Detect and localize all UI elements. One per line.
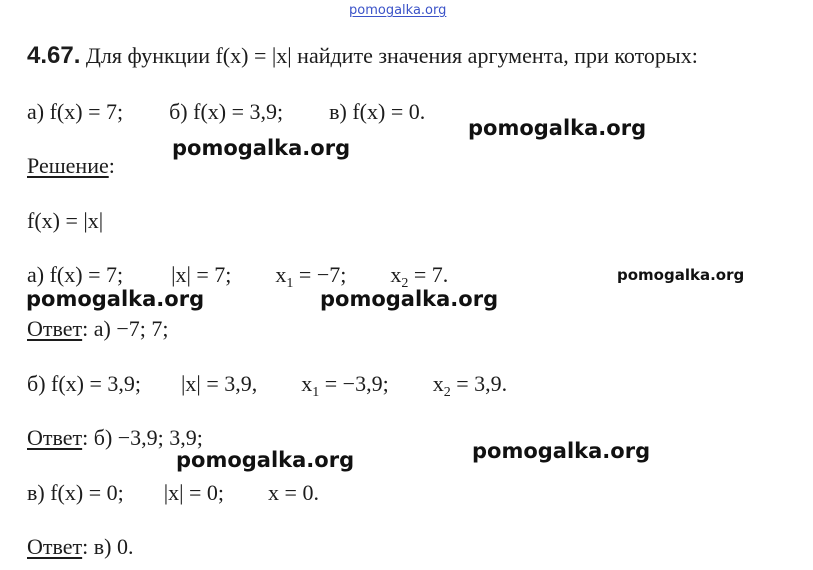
solution-heading-label: Решение bbox=[27, 153, 109, 178]
watermark: pomogalka.org bbox=[468, 116, 647, 140]
part-a-equation: а) f(x) = 7; bbox=[27, 262, 124, 287]
answer-a-text: : а) −7; 7; bbox=[82, 316, 169, 341]
watermark: pomogalka.org bbox=[176, 448, 355, 472]
answer-c-text: : в) 0. bbox=[82, 534, 134, 559]
function-definition: f(x) = |x| bbox=[27, 208, 104, 233]
answer-b-text: : б) −3,9; 3,9; bbox=[82, 425, 203, 450]
part-a-x1: $x_1 = -7$; bbox=[275, 262, 347, 291]
watermark: pomogalka.org bbox=[617, 266, 745, 284]
condition-a: а) f(x) = 7; bbox=[27, 99, 124, 124]
problem-text: Для функции f(x) = |x| найдите значения аргумента, при которых: bbox=[85, 43, 698, 68]
part-c-abs: |x| = 0; bbox=[163, 480, 225, 505]
solution-part-a bbox=[27, 262, 449, 291]
solution-part-b bbox=[27, 371, 508, 400]
answer-a bbox=[27, 318, 168, 340]
answer-b-label: Ответ bbox=[27, 425, 83, 450]
answer-a-label: Ответ bbox=[27, 316, 83, 341]
problem-conditions bbox=[27, 101, 425, 123]
part-a-abs: |x| = 7; bbox=[171, 262, 232, 287]
answer-c bbox=[27, 536, 133, 558]
part-b-abs: |x| = 3,9, bbox=[181, 371, 258, 396]
solution-part-c bbox=[27, 482, 319, 504]
condition-c: в) f(x) = 0. bbox=[329, 99, 426, 124]
part-c-x: x = 0. bbox=[268, 480, 319, 505]
solution-heading bbox=[27, 155, 115, 177]
problem-statement bbox=[27, 44, 698, 68]
part-b-x1: $x_1 = -3,9$; bbox=[301, 371, 389, 400]
part-a-x2: $x_2 = 7$. bbox=[390, 262, 449, 291]
answer-b bbox=[27, 427, 203, 449]
part-b-equation: б) f(x) = 3,9; bbox=[27, 371, 142, 396]
problem-number: 4.67. bbox=[27, 42, 81, 69]
part-b-x2: $x_2 = 3,9$. bbox=[432, 371, 508, 400]
watermark: pomogalka.org bbox=[172, 136, 351, 160]
header-watermark-link[interactable]: pomogalka.org bbox=[349, 3, 447, 18]
part-c-equation: в) f(x) = 0; bbox=[27, 480, 124, 505]
watermark: pomogalka.org bbox=[472, 439, 651, 463]
watermark: pomogalka.org bbox=[320, 287, 499, 311]
answer-c-label: Ответ bbox=[27, 534, 83, 559]
condition-b: б) f(x) = 3,9; bbox=[169, 99, 284, 124]
solution-heading-colon: : bbox=[108, 153, 115, 178]
watermark: pomogalka.org bbox=[26, 287, 205, 311]
